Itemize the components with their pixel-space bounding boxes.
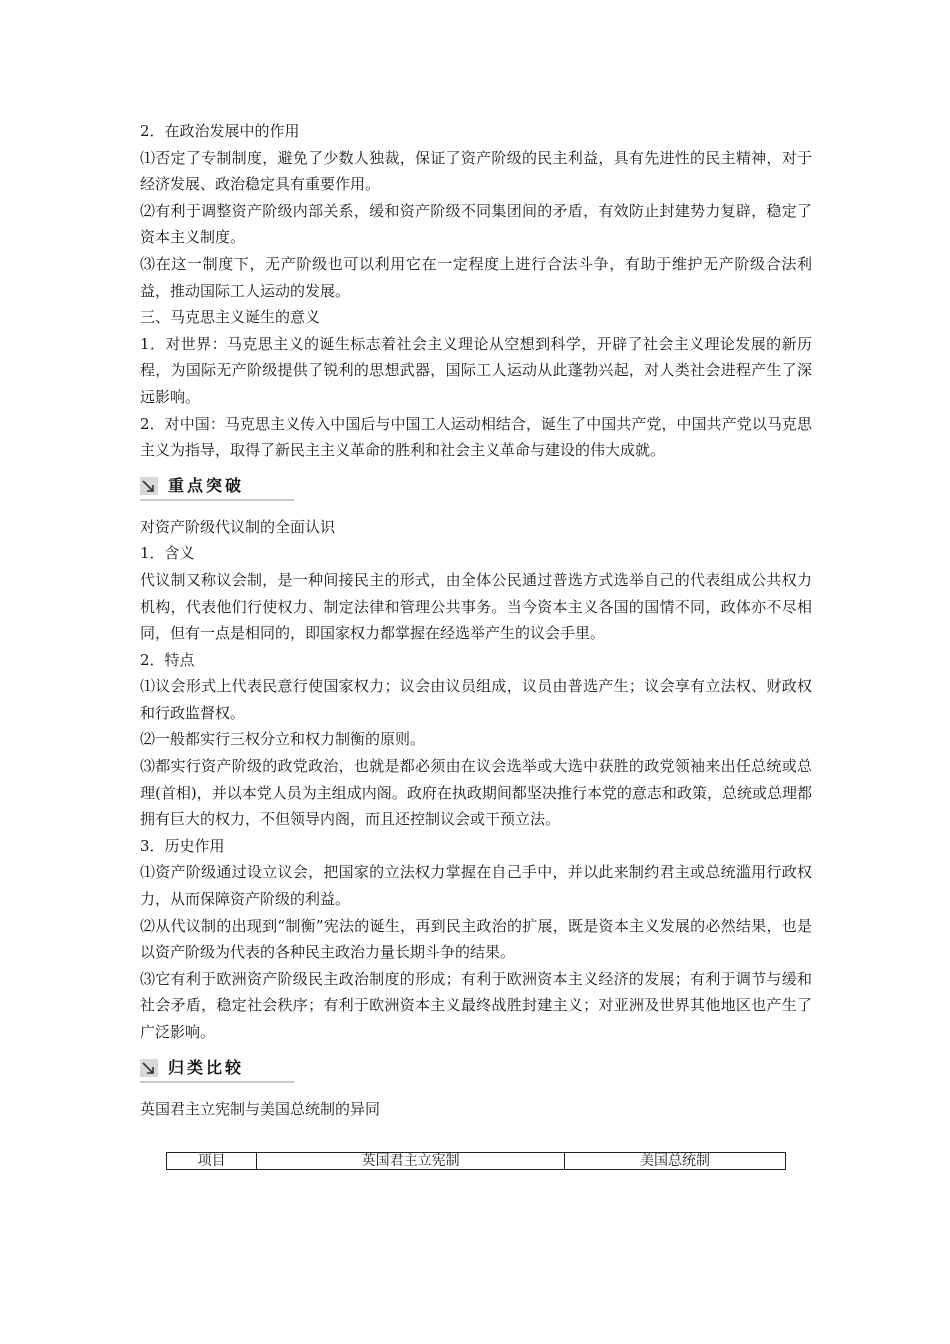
paragraph: ⑵有利于调整资产阶级内部关系，缓和资产阶级不同集团间的矛盾，有效防止封建势力复辟，稳定了资本主义制度。	[140, 201, 812, 247]
paragraph: ⑵一般都实行三权分立和权力制衡的原则。	[140, 730, 426, 749]
section-heading: 2．在政治发展中的作用	[140, 122, 300, 140]
paragraph: ⑶在这一制度下，无产阶级也可以利用它在一定程度上进行合法斗争，有助于维护无产阶级合法利益，推动国际工人运动的发展。	[140, 254, 812, 300]
subheading: 1．含义	[140, 544, 195, 563]
header-underline	[140, 499, 294, 501]
diagonal-arrow-icon	[140, 477, 158, 495]
table-header-cell: 项目	[167, 1153, 257, 1170]
paragraph: ⑶它有利于欧洲资产阶级民主政治制度的形成；有利于欧洲资本主义经济的发展；有利于调节与缓和社会矛盾，稳定社会秩序；有利于欧洲资本主义最终战胜封建主义；对亚洲及世界其他地区也产生了广泛影响。	[140, 969, 812, 1041]
paragraph: ⑵从代议制的出现到“制衡”宪法的诞生，再到民主政治的扩展，既是资本主义发展的必然结果，也是以资产阶级为代表的各种民主政治力量长期斗争的结果。	[140, 916, 812, 962]
header-underline	[140, 1081, 294, 1083]
comparison-table	[166, 1152, 786, 1170]
paragraph: ⑶都实行资产阶级的政党政治，也就是都必须由在议会选举或大选中获胜的政党领袖来出任总统或总理(首相)，并以本党人员为主组成内阁。政府在执政期间都坚决推行本党的意志和政策，总统或总理都拥有巨大的权力，不但领导内阁，而且还控制议会或干预立法。	[140, 757, 812, 829]
table-header-cell: 美国总统制	[565, 1153, 786, 1170]
paragraph: ⑴资产阶级通过设立议会，把国家的立法权力掌握在自己手中，并以此来制约君主或总统滥用行政权力，从而保障资产阶级的利益。	[140, 863, 812, 909]
topic-title: 英国君主立宪制与美国总统制的异同	[140, 1099, 381, 1118]
topic-title: 对资产阶级代议制的全面认识	[140, 517, 336, 536]
key-points-header	[140, 476, 812, 502]
document-body	[140, 118, 812, 1170]
paragraph: ⑴议会形式上代表民意行使国家权力；议会由议员组成，议员由普选产生；议会享有立法权、财政权和行政监督权。	[140, 677, 812, 722]
paragraph: 2．对中国：马克思主义传入中国后与中国工人运动相结合，诞生了中国共产党，中国共产党以马克思主义为指导，取得了新民主主义革命的胜利和社会主义革命与建设的伟大成就。	[140, 414, 812, 460]
subheading: 2．特点	[140, 650, 195, 669]
paragraph: 1．对世界：马克思主义的诞生标志着社会主义理论从空想到科学，开辟了社会主义理论发展的新历程，为国际无产阶级提供了锐利的思想武器，国际工人运动从此蓬勃兴起，对人类社会进程产生了深远影响。	[140, 334, 812, 406]
diagonal-arrow-icon	[140, 1059, 158, 1077]
section-heading: 三、马克思主义诞生的意义	[140, 308, 321, 327]
key-points-title: 重点突破	[168, 475, 245, 495]
paragraph: 代议制又称议会制，是一种间接民主的形式，由全体公民通过普选方式选举自己的代表组成公共权力机构，代表他们行使权力、制定法律和管理公共事务。当今资本主义各国的国情不同，政体亦不尽相同，但有一点是相同的，即国家权力都掌握在经选举产生的议会手里。	[140, 570, 812, 643]
table-header-row	[167, 1153, 786, 1170]
table-header-cell: 英国君主立宪制	[257, 1153, 565, 1170]
comparison-header	[140, 1058, 812, 1084]
paragraph: ⑴否定了专制制度，避免了少数人独裁，保证了资产阶级的民主利益，具有先进性的民主精神，对于经济发展、政治稳定具有重要作用。	[140, 148, 812, 194]
comparison-title: 归类比较	[168, 1057, 245, 1077]
subheading: 3．历史作用	[140, 836, 225, 855]
